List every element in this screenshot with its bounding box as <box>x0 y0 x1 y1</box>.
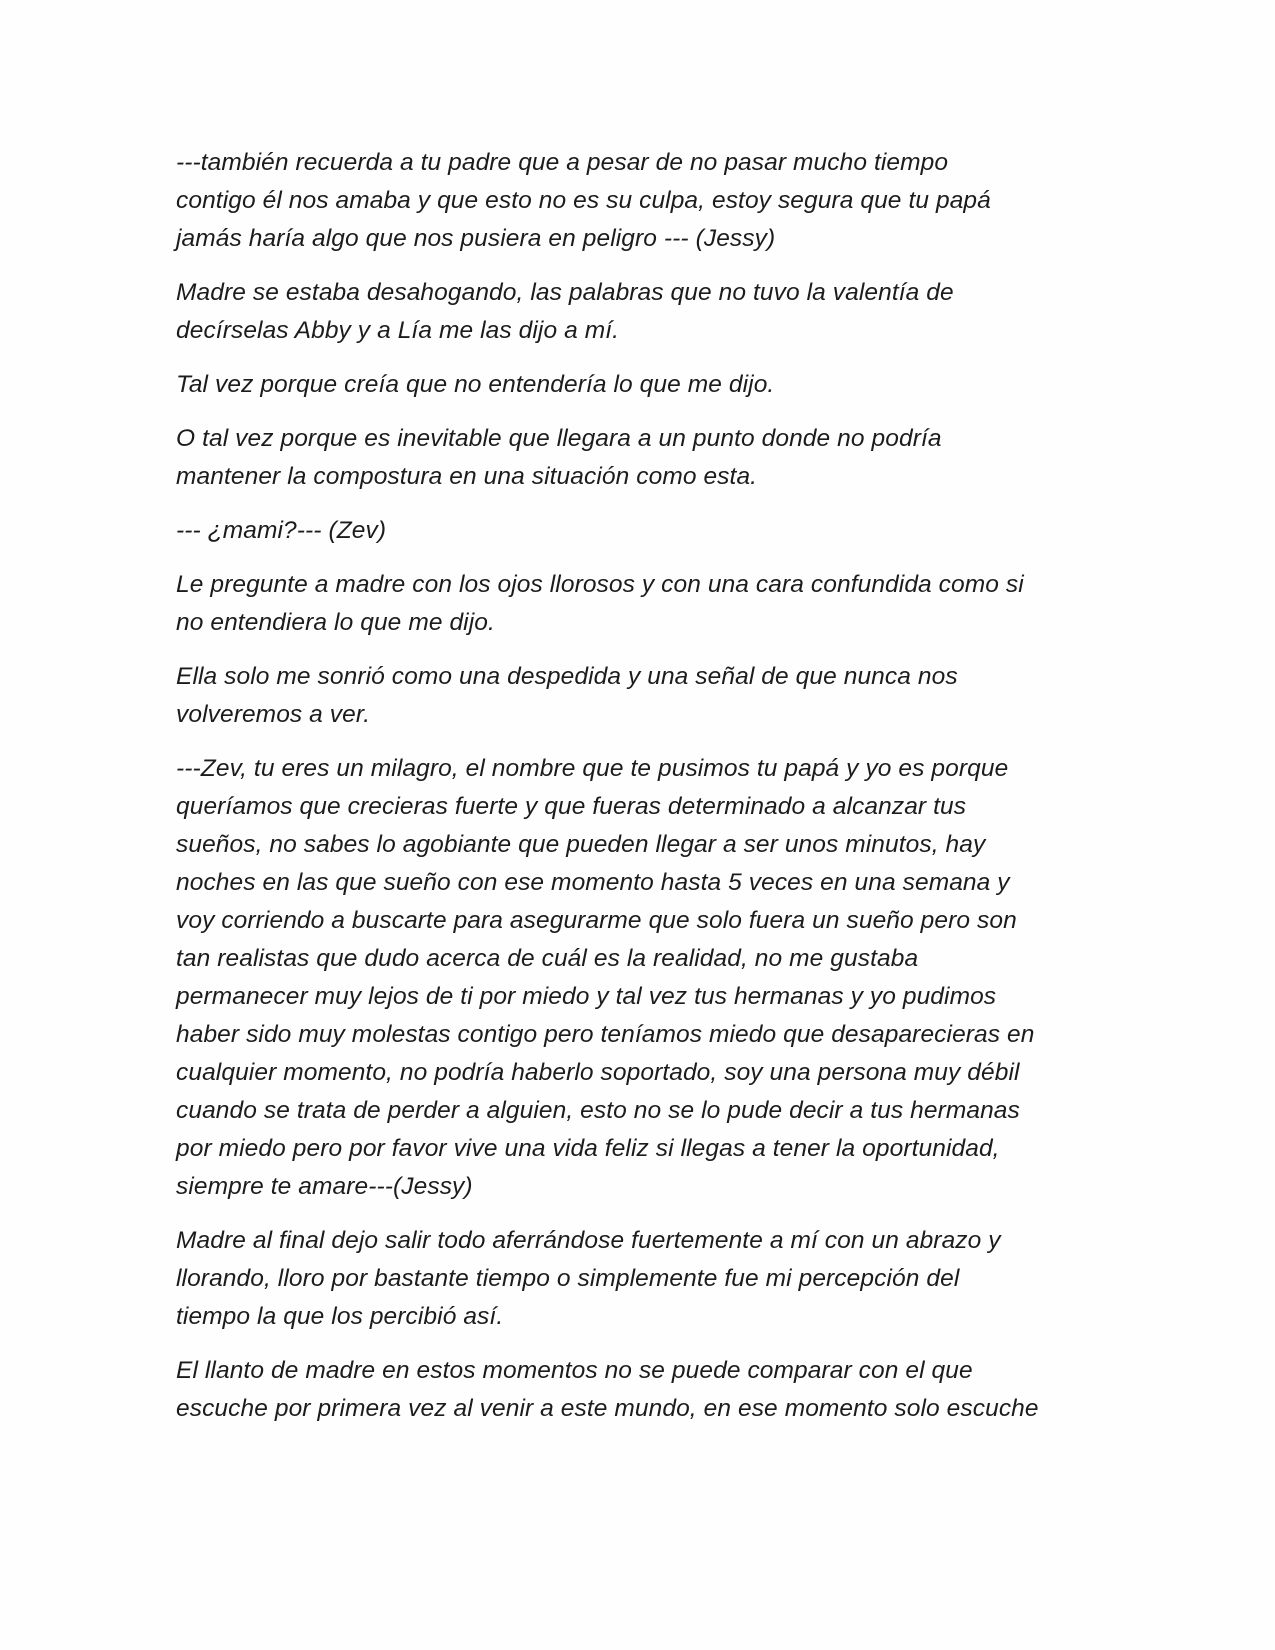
paragraph-narration-4: Le pregunte a madre con los ojos llorosos y con una cara confundida como si no entendiera lo que me dijo. <box>176 571 1024 636</box>
paragraph-jessy-dialogue-1: ---también recuerda a tu padre que a pesar de no pasar mucho tiempo contigo él nos amaba y que esto no es su culpa, estoy segura que tu papá jamás haría algo que nos pusiera en peligro --- (Jessy) <box>176 149 991 252</box>
paragraph-narration-2: Tal vez porque creía que no entendería lo que me dijo. <box>176 371 775 398</box>
paragraph-jessy-dialogue-2: ---Zev, tu eres un milagro, el nombre que te pusimos tu papá y yo es porque queríamos que crecieras fuerte y que fueras determinado a alcanzar tus sueños, no sabes lo agobiante que pueden llegar a ser unos minutos, hay noches en las que sueño con ese momento hasta 5 veces en una semana y voy corriendo a buscarte para asegurarme que solo fuera un sueño pero son tan realistas que dudo acerca de cuál es la realidad, no me gustaba permanecer muy lejos de ti por miedo y tal vez tus hermanas y yo pudimos haber sido muy molestas contigo pero teníamos miedo que desaparecieras en cualquier momento, no podría haberlo soportado, soy una persona muy débil cuando se trata de perder a alguien, esto no se lo pude decir a tus hermanas por miedo pero por favor vive una vida feliz si llegas a tener la oportunidad, siempre te amare---(Jessy) <box>176 755 1035 1200</box>
document-body <box>176 144 1106 1444</box>
paragraph-narration-3: O tal vez porque es inevitable que llegara a un punto donde no podría mantener la compostura en una situación como esta. <box>176 425 942 490</box>
paragraph-zev-dialogue: --- ¿mami?--- (Zev) <box>176 517 387 544</box>
paragraph-narration-5: Ella solo me sonrió como una despedida y una señal de que nunca nos volveremos a ver. <box>176 663 958 728</box>
paragraph-narration-6: Madre al final dejo salir todo aferrándose fuertemente a mí con un abrazo y llorando, lloro por bastante tiempo o simplemente fue mi percepción del tiempo la que los percibió así. <box>176 1227 1001 1330</box>
paragraph-narration-1: Madre se estaba desahogando, las palabras que no tuvo la valentía de decírselas Abby y a Lía me las dijo a mí. <box>176 279 954 344</box>
paragraph-narration-7: El llanto de madre en estos momentos no se puede comparar con el que escuche por primera vez al venir a este mundo, en ese momento solo escuche <box>176 1357 1039 1422</box>
